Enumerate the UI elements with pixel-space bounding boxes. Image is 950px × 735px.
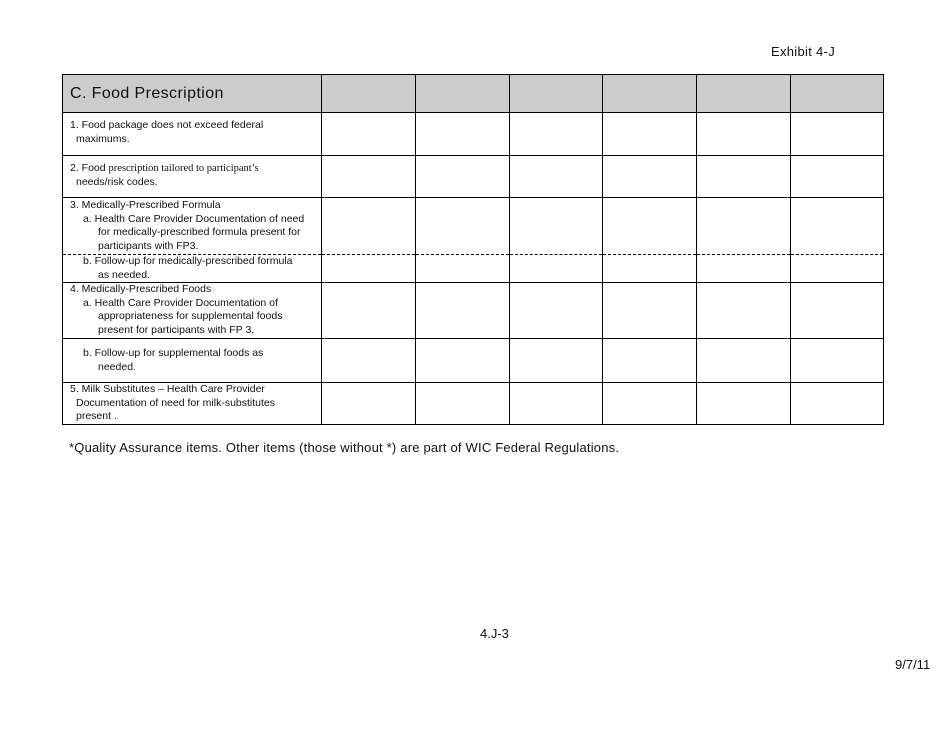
check-cell[interactable]: [697, 255, 791, 283]
table-header-row: [63, 75, 884, 113]
check-cell[interactable]: [603, 383, 697, 425]
item-1-line-2: maximums.: [76, 132, 130, 145]
item-1-line-1: 1. Food package does not exceed federal: [70, 119, 264, 131]
check-cell[interactable]: [510, 283, 603, 339]
table-row: [63, 255, 884, 283]
page-number: 4.J-3: [480, 626, 509, 641]
item-4-line-4: present for participants with FP 3.: [98, 323, 255, 336]
item-3-line-6: as needed.: [98, 268, 150, 281]
item-3-line-5: b. Follow-up for medically-prescribed formula: [83, 255, 293, 267]
check-cell[interactable]: [416, 383, 510, 425]
check-cell[interactable]: [603, 198, 697, 255]
check-cell[interactable]: [322, 339, 416, 383]
check-cell[interactable]: [697, 383, 791, 425]
table-row: [63, 113, 884, 156]
check-cell[interactable]: [416, 339, 510, 383]
header-cell-3: [510, 75, 603, 113]
check-cell[interactable]: [322, 156, 416, 198]
item-4-line-1: 4. Medically-Prescribed Foods: [70, 283, 212, 295]
check-cell[interactable]: [791, 383, 884, 425]
check-cell[interactable]: [697, 283, 791, 339]
check-cell[interactable]: [322, 283, 416, 339]
check-cell[interactable]: [697, 198, 791, 255]
item-2-line-1b: prescription tailored to participant’s: [108, 163, 259, 174]
item-3-line-1: 3. Medically-Prescribed Formula: [70, 199, 221, 211]
item-3-line-3: for medically-prescribed formula present for: [98, 226, 301, 238]
item-2-line-1a: 2. Food: [70, 162, 106, 174]
check-cell[interactable]: [416, 156, 510, 198]
header-cell-4: [603, 75, 697, 113]
table-row: [63, 198, 884, 255]
item-cell: [63, 156, 322, 198]
item-3-line-2: a. Health Care Provider Documentation of need: [83, 212, 305, 225]
item-3-line-4: participants with FP3.: [98, 239, 199, 252]
footnote: *Quality Assurance items. Other items (those without *) are part of WIC Federal Regulations.: [69, 440, 620, 455]
check-cell[interactable]: [322, 113, 416, 156]
item-3a: [63, 198, 321, 253]
item-1: [63, 113, 321, 146]
item-5: [63, 383, 321, 424]
header-cell-5: [697, 75, 791, 113]
check-cell[interactable]: [416, 198, 510, 255]
item-cell: [63, 283, 322, 339]
check-cell[interactable]: [603, 283, 697, 339]
item-4b: [63, 339, 321, 374]
item-cell: [63, 198, 322, 255]
item-cell: [63, 339, 322, 383]
check-cell[interactable]: [791, 113, 884, 156]
item-2: [63, 156, 321, 189]
check-cell[interactable]: [510, 156, 603, 198]
check-cell[interactable]: [510, 383, 603, 425]
item-cell: [63, 113, 322, 156]
item-4-line-6: needed.: [98, 360, 136, 373]
check-cell[interactable]: [791, 255, 884, 283]
check-cell[interactable]: [603, 113, 697, 156]
check-cell[interactable]: [697, 113, 791, 156]
item-4-line-5: b. Follow-up for supplemental foods as: [83, 347, 264, 359]
item-3b: [63, 255, 321, 282]
check-cell[interactable]: [603, 255, 697, 283]
check-cell[interactable]: [791, 339, 884, 383]
header-cell-2: [416, 75, 510, 113]
review-table: [62, 74, 884, 425]
section-title-cell: [63, 75, 322, 113]
check-cell[interactable]: [416, 255, 510, 283]
check-cell[interactable]: [322, 255, 416, 283]
header-cell-6: [791, 75, 884, 113]
item-cell: [63, 383, 322, 425]
check-cell[interactable]: [603, 339, 697, 383]
table-row: [63, 339, 884, 383]
exhibit-label: Exhibit 4-J: [771, 44, 835, 59]
table-row: [63, 283, 884, 339]
check-cell[interactable]: [697, 339, 791, 383]
item-4-line-3: appropriateness for supplemental foods: [98, 310, 283, 322]
check-cell[interactable]: [322, 383, 416, 425]
check-cell[interactable]: [791, 198, 884, 255]
header-cell-1: [322, 75, 416, 113]
check-cell[interactable]: [510, 339, 603, 383]
check-cell[interactable]: [510, 255, 603, 283]
section-title: C. Food Prescription: [70, 85, 224, 102]
check-cell[interactable]: [322, 198, 416, 255]
check-cell[interactable]: [510, 113, 603, 156]
item-2-line-1: [63, 162, 321, 176]
table-row: [63, 383, 884, 425]
check-cell[interactable]: [603, 156, 697, 198]
item-5-line-3: present .: [76, 410, 117, 422]
check-cell[interactable]: [416, 283, 510, 339]
table-row: [63, 156, 884, 198]
item-4a: [63, 283, 321, 337]
check-cell[interactable]: [697, 156, 791, 198]
revision-date: 9/7/11: [895, 657, 931, 672]
check-cell[interactable]: [791, 283, 884, 339]
check-cell[interactable]: [510, 198, 603, 255]
check-cell[interactable]: [416, 113, 510, 156]
check-cell[interactable]: [791, 156, 884, 198]
item-5-line-1: 5. Milk Substitutes – Health Care Provider: [70, 383, 265, 395]
item-2-line-2: needs/risk codes.: [76, 175, 158, 188]
item-cell: [63, 255, 322, 283]
item-5-line-2: Documentation of need for milk-substitutes: [76, 396, 276, 409]
item-4-line-2: a. Health Care Provider Documentation of: [83, 296, 278, 309]
